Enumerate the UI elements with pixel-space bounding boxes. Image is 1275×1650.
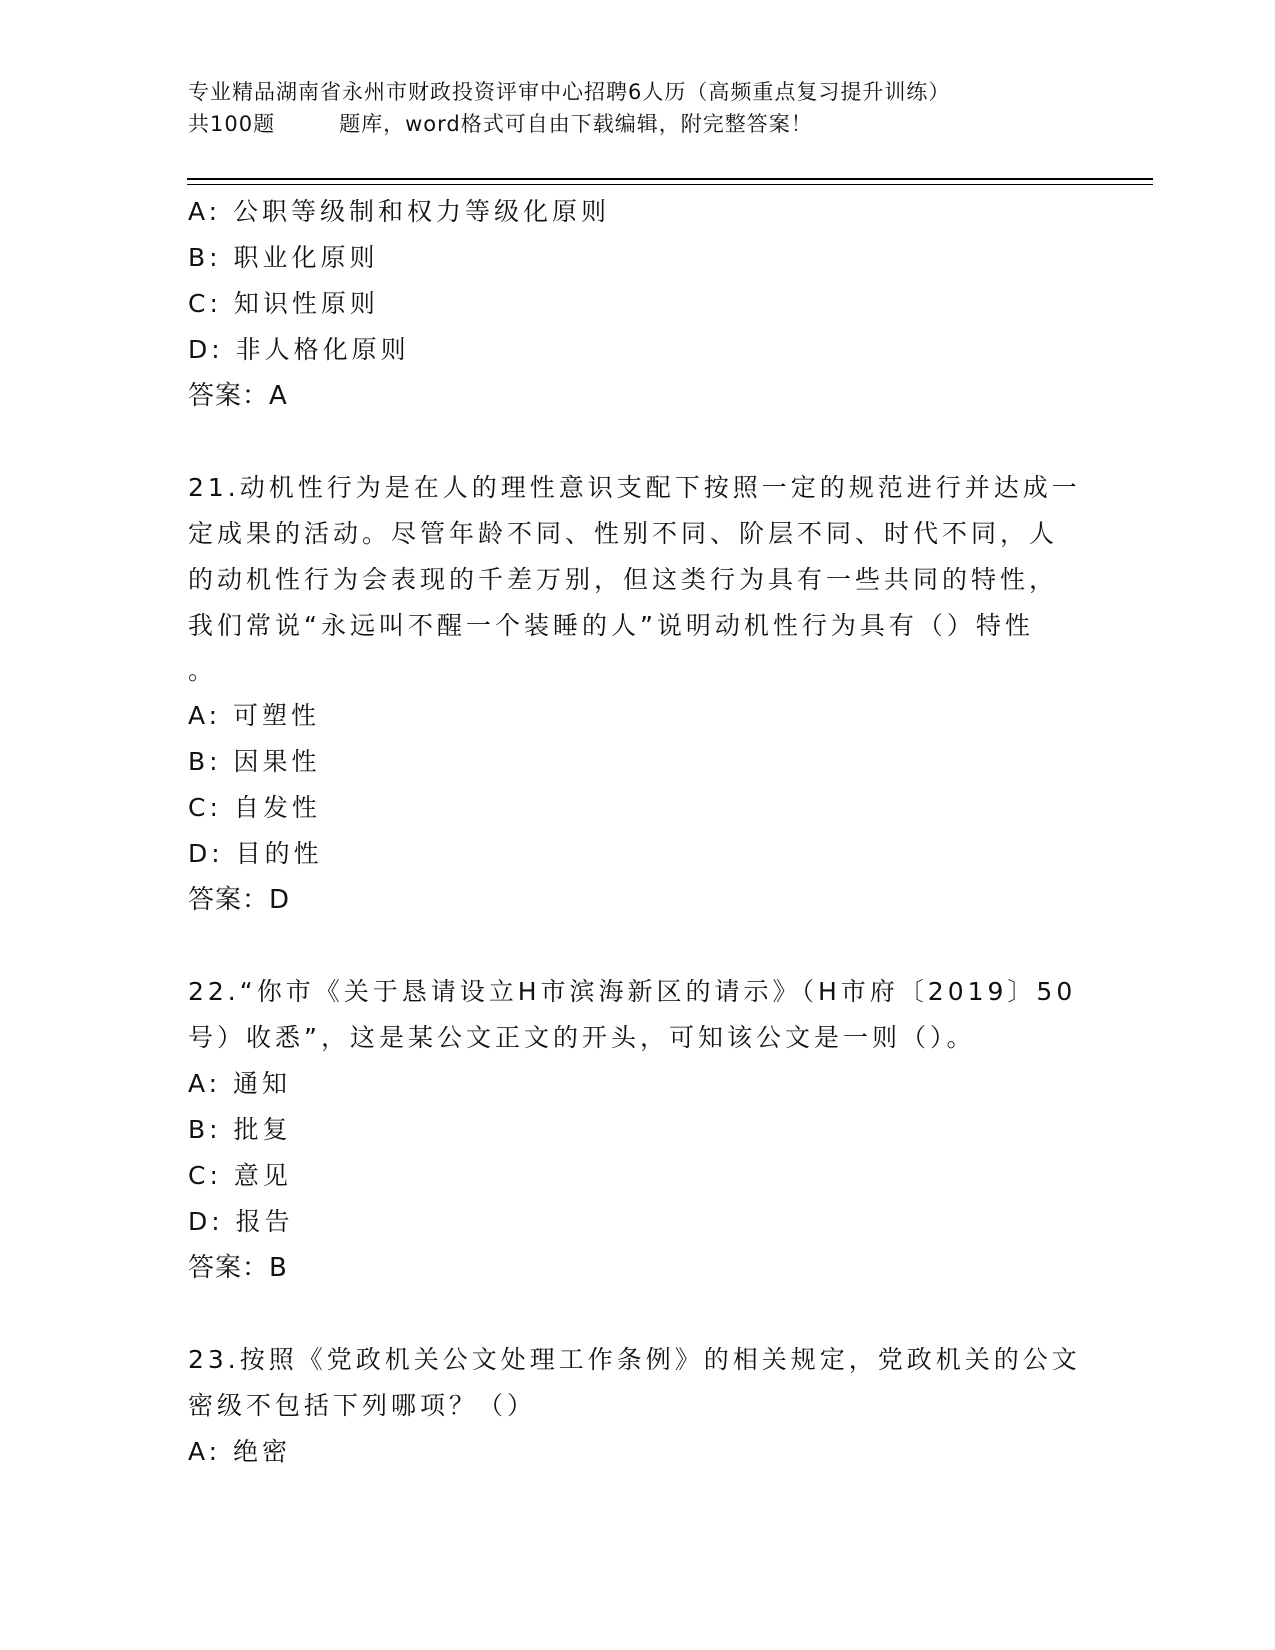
option-d: D: 报告: [188, 1207, 294, 1236]
question-23-line-2: 密级不包括下列哪项？（）: [188, 1391, 537, 1420]
question-21-line-3: 的动机性行为会表现的千差万别，但这类行为具有一些共同的特性，: [188, 565, 1059, 594]
answer: 答案：D: [188, 885, 291, 915]
document-header: [188, 76, 1088, 140]
header-title-line2: [188, 108, 1088, 140]
option-a: A: 公职等级制和权力等级化原则: [188, 197, 611, 226]
header-question-count: 共100题: [188, 112, 276, 136]
answer: 答案：B: [188, 1253, 288, 1283]
option-c: C: 意见: [188, 1161, 292, 1190]
answer: 答案：A: [188, 381, 288, 411]
option-b: B: 因果性: [188, 747, 321, 776]
question-22-line-1: 22.“你市《关于恳请设立H市滨海新区的请示》（H市府〔2019〕50: [188, 977, 1077, 1006]
header-title-line1: 专业精品湖南省永州市财政投资评审中心招聘6人历（高频重点复习提升训练）: [188, 80, 951, 104]
question-21-line-2: 定成果的活动。尽管年龄不同、性别不同、阶层不同、时代不同，人: [188, 519, 1059, 548]
option-a: A: 通知: [188, 1069, 292, 1098]
question-23-line-1: 23.按照《党政机关公文处理工作条例》的相关规定，党政机关的公文: [188, 1345, 1081, 1374]
question-23: [188, 1337, 1088, 1475]
question-21: [188, 465, 1088, 923]
option-a: A: 可塑性: [188, 701, 321, 730]
option-a: A: 绝密: [188, 1437, 292, 1466]
option-d: D: 目的性: [188, 839, 323, 868]
question-22-line-2: 号）收悉”，这是某公文正文的开头，可知该公文是一则（）。: [188, 1023, 976, 1052]
question-21-line-5: 。: [188, 656, 218, 685]
option-b: B: 批复: [188, 1115, 292, 1144]
option-c: C: 知识性原则: [188, 289, 379, 318]
header-description: 题库，word格式可自由下载编辑，附完整答案！: [339, 112, 813, 136]
option-d: D: 非人格化原则: [188, 335, 410, 364]
option-b: B: 职业化原则: [188, 243, 379, 272]
option-c: C: 自发性: [188, 793, 321, 822]
prev-question: [188, 189, 1088, 419]
header-divider-thin: [187, 184, 1153, 185]
question-21-line-1: 21.动机性行为是在人的理性意识支配下按照一定的规范进行并达成一: [188, 473, 1081, 502]
question-content: [188, 189, 1088, 1475]
question-22: [188, 969, 1088, 1291]
question-21-line-4: 我们常说“永远叫不醒一个装睡的人”说明动机性行为具有（）特性: [188, 611, 1034, 640]
header-divider-thick: [187, 178, 1153, 180]
